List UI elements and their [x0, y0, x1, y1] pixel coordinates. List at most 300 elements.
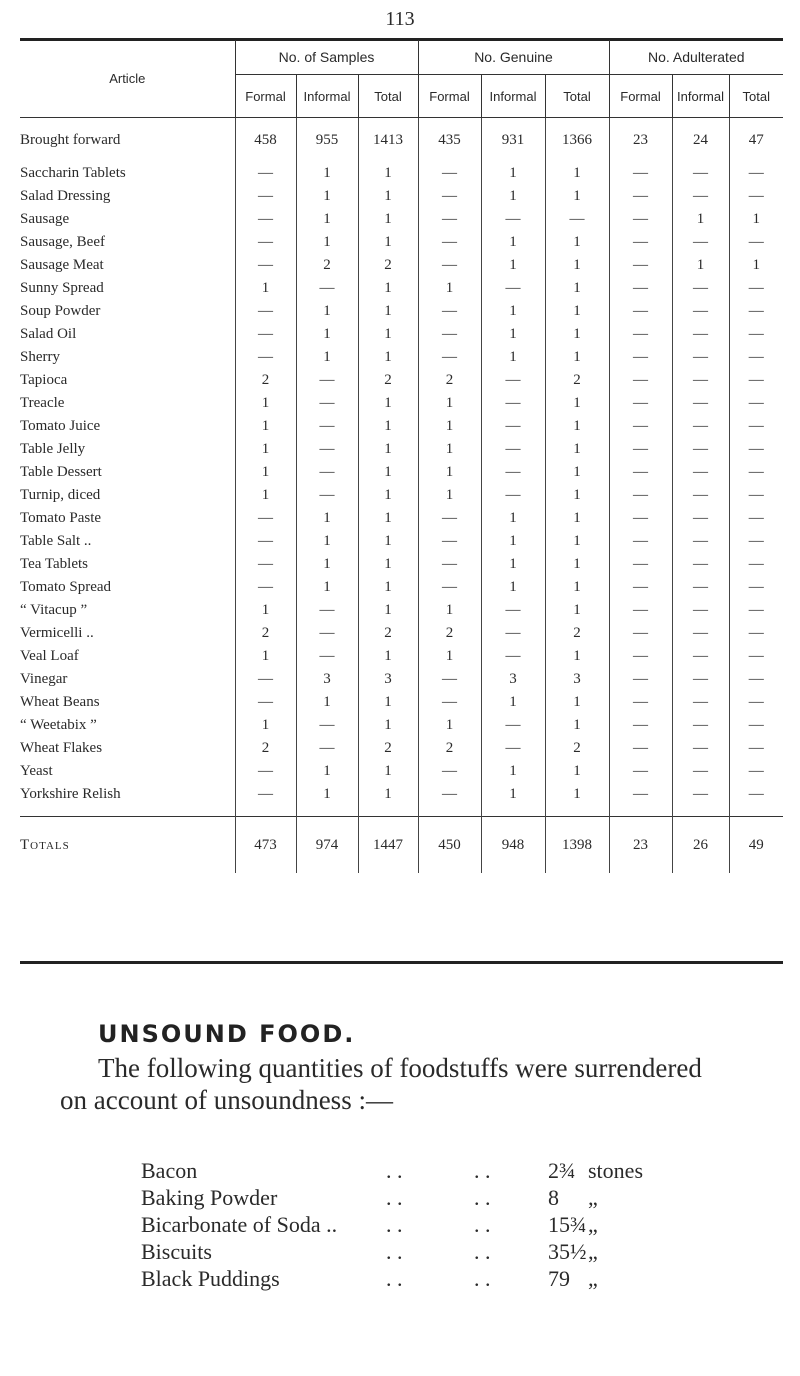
value-cell: — — [481, 277, 545, 300]
leader-dots: . . — [386, 1212, 403, 1237]
value-cell: — — [609, 277, 672, 300]
value-cell: 1 — [481, 185, 545, 208]
value-cell: — — [729, 461, 783, 484]
value-cell: — — [609, 737, 672, 760]
value-cell: 1 — [296, 576, 358, 599]
value-cell: 1 — [481, 231, 545, 254]
value-cell: — — [296, 599, 358, 622]
leader-dots: . . — [386, 1158, 403, 1183]
value-cell: — — [729, 553, 783, 576]
value-cell: — — [418, 691, 481, 714]
table-row — [20, 553, 783, 576]
value-cell: 26 — [672, 817, 729, 874]
value-cell: — — [481, 737, 545, 760]
value-cell: — — [672, 185, 729, 208]
value-cell: — — [672, 576, 729, 599]
value-cell: 1366 — [545, 118, 609, 163]
table-row — [20, 461, 783, 484]
value-cell: — — [481, 208, 545, 231]
value-cell: — — [672, 300, 729, 323]
unsound-food-heading: UNSOUND FOOD. — [98, 1020, 356, 1048]
value-cell: 1 — [418, 415, 481, 438]
value-cell: — — [235, 760, 296, 783]
value-cell: — — [729, 576, 783, 599]
totals-row — [20, 817, 783, 874]
item-unit: „ — [588, 1185, 598, 1210]
value-cell: 3 — [358, 668, 418, 691]
table-row — [20, 369, 783, 392]
table-row — [20, 323, 783, 346]
value-cell: 1 — [358, 599, 418, 622]
value-cell: 47 — [729, 118, 783, 163]
value-cell: 1 — [481, 300, 545, 323]
value-cell: 23 — [609, 118, 672, 163]
value-cell: 1 — [358, 231, 418, 254]
leader-dots: . . — [474, 1185, 491, 1210]
value-cell: — — [729, 760, 783, 783]
value-cell: 1 — [235, 392, 296, 415]
value-cell: — — [729, 737, 783, 760]
value-cell: 1 — [296, 760, 358, 783]
value-cell: — — [481, 415, 545, 438]
article-cell: Soup Powder — [20, 303, 101, 319]
value-cell: — — [296, 622, 358, 645]
value-cell: — — [609, 300, 672, 323]
value-cell: 1 — [481, 162, 545, 185]
value-cell: — — [729, 300, 783, 323]
brought-forward-row — [20, 118, 783, 163]
leader-dots: . . — [474, 1212, 491, 1237]
value-cell: 1 — [296, 231, 358, 254]
table-row — [20, 208, 783, 231]
article-cell: Yorkshire Relish — [20, 786, 121, 802]
value-cell: — — [609, 645, 672, 668]
item-quantity: 2¾ — [548, 1158, 576, 1183]
value-cell: — — [296, 392, 358, 415]
value-cell: 1 — [545, 461, 609, 484]
value-cell: — — [609, 369, 672, 392]
value-cell: — — [481, 622, 545, 645]
paragraph-line-1: The following quantities of foodstuffs were surrendered — [98, 1053, 702, 1083]
value-cell: — — [296, 415, 358, 438]
value-cell: — — [481, 645, 545, 668]
value-cell: — — [672, 162, 729, 185]
article-cell: Sausage, Beef — [20, 234, 105, 250]
value-cell: — — [296, 438, 358, 461]
table-row — [20, 507, 783, 530]
value-cell: 458 — [235, 118, 296, 163]
value-cell: 1 — [672, 208, 729, 231]
value-cell: — — [609, 392, 672, 415]
article-cell: Brought forward — [20, 131, 121, 148]
value-cell: — — [296, 484, 358, 507]
samples-table — [20, 40, 783, 873]
value-cell: 2 — [418, 369, 481, 392]
value-cell: — — [481, 369, 545, 392]
value-cell: — — [235, 254, 296, 277]
value-cell: 974 — [296, 817, 358, 874]
subheader-informal: Informal — [296, 75, 358, 118]
paragraph-line-2: on account of unsoundness :— — [60, 1085, 393, 1115]
value-cell: 1 — [358, 553, 418, 576]
value-cell: 1 — [545, 277, 609, 300]
leader-dots: . . — [386, 1266, 403, 1291]
value-cell: 1 — [418, 392, 481, 415]
value-cell: 1 — [418, 461, 481, 484]
value-cell: — — [729, 691, 783, 714]
value-cell: — — [609, 530, 672, 553]
value-cell: 1 — [358, 645, 418, 668]
item-name: Baking Powder — [141, 1185, 278, 1210]
value-cell: — — [729, 783, 783, 806]
value-cell: 1 — [358, 277, 418, 300]
article-cell: Table Salt .. — [20, 533, 92, 549]
value-cell: 2 — [358, 369, 418, 392]
value-cell: 2 — [545, 622, 609, 645]
value-cell: 2 — [418, 622, 481, 645]
article-cell: Salad Dressing — [20, 188, 111, 204]
value-cell: — — [609, 622, 672, 645]
value-cell: 2 — [235, 622, 296, 645]
value-cell: — — [418, 254, 481, 277]
table-row — [20, 346, 783, 369]
value-cell: — — [235, 553, 296, 576]
value-cell: 1 — [729, 208, 783, 231]
value-cell: — — [609, 185, 672, 208]
value-cell: — — [672, 369, 729, 392]
value-cell: — — [235, 507, 296, 530]
article-cell: Sausage Meat — [20, 257, 104, 273]
leader-dots: . . — [474, 1266, 491, 1291]
value-cell: — — [609, 162, 672, 185]
value-cell: 1 — [481, 530, 545, 553]
group-header-samples: No. of Samples — [235, 40, 418, 75]
article-cell: “ Vitacup ” — [20, 602, 88, 618]
value-cell: — — [672, 461, 729, 484]
value-cell: — — [729, 530, 783, 553]
value-cell: 1 — [358, 530, 418, 553]
value-cell: 1 — [235, 415, 296, 438]
table-row — [20, 415, 783, 438]
subheader-total: Total — [358, 75, 418, 118]
value-cell: — — [418, 346, 481, 369]
value-cell: — — [296, 461, 358, 484]
value-cell: — — [418, 208, 481, 231]
article-cell: Wheat Flakes — [20, 740, 103, 756]
value-cell: 1 — [358, 208, 418, 231]
item-unit: „ — [588, 1239, 598, 1264]
subheader-formal: Formal — [235, 75, 296, 118]
value-cell: 1 — [545, 530, 609, 553]
value-cell: — — [609, 438, 672, 461]
value-cell: — — [609, 415, 672, 438]
subheader-informal: Informal — [481, 75, 545, 118]
value-cell: — — [672, 231, 729, 254]
value-cell: 1 — [235, 461, 296, 484]
value-cell: 1 — [235, 714, 296, 737]
table-row — [20, 783, 783, 806]
value-cell: — — [609, 714, 672, 737]
value-cell: — — [235, 576, 296, 599]
value-cell: — — [545, 208, 609, 231]
group-header-adulterated: No. Adulterated — [609, 40, 783, 75]
value-cell: — — [481, 461, 545, 484]
value-cell: — — [729, 484, 783, 507]
value-cell: — — [235, 162, 296, 185]
article-cell: Vinegar — [20, 671, 68, 687]
value-cell: 1 — [418, 599, 481, 622]
value-cell: — — [609, 668, 672, 691]
value-cell: 1 — [296, 162, 358, 185]
value-cell: 1 — [358, 300, 418, 323]
value-cell: — — [235, 530, 296, 553]
value-cell: 1 — [358, 714, 418, 737]
value-cell: 1 — [358, 691, 418, 714]
value-cell: 1 — [296, 783, 358, 806]
page-number: 113 — [385, 8, 415, 30]
article-cell: Table Dessert — [20, 464, 102, 480]
value-cell: 1 — [358, 461, 418, 484]
value-cell: 1 — [481, 760, 545, 783]
value-cell: 1 — [729, 254, 783, 277]
value-cell: 948 — [481, 817, 545, 874]
value-cell: — — [481, 392, 545, 415]
table-row — [20, 760, 783, 783]
subheader-formal: Formal — [609, 75, 672, 118]
value-cell: — — [609, 783, 672, 806]
table-row — [20, 530, 783, 553]
value-cell: — — [609, 231, 672, 254]
value-cell: — — [609, 599, 672, 622]
value-cell: 1 — [545, 576, 609, 599]
table-row — [20, 185, 783, 208]
value-cell: 1 — [545, 760, 609, 783]
article-header: Article — [20, 40, 235, 118]
value-cell: 1 — [358, 392, 418, 415]
article-cell: Tea Tablets — [20, 556, 89, 572]
item-name: Bacon — [141, 1158, 198, 1183]
table-row — [20, 622, 783, 645]
value-cell: 1 — [545, 484, 609, 507]
value-cell: — — [672, 438, 729, 461]
value-cell: 473 — [235, 817, 296, 874]
value-cell: — — [729, 277, 783, 300]
value-cell: — — [481, 484, 545, 507]
value-cell: — — [729, 714, 783, 737]
value-cell: — — [729, 369, 783, 392]
value-cell: 1 — [358, 760, 418, 783]
table-row — [20, 645, 783, 668]
value-cell: — — [609, 507, 672, 530]
unsound-item — [141, 1212, 701, 1239]
article-cell: Totals — [20, 817, 235, 874]
leader-dots: . . — [474, 1239, 491, 1264]
value-cell: — — [418, 668, 481, 691]
value-cell: — — [235, 783, 296, 806]
value-cell: — — [235, 300, 296, 323]
value-cell: — — [729, 415, 783, 438]
value-cell: — — [235, 346, 296, 369]
value-cell: 1 — [481, 691, 545, 714]
value-cell: 1 — [545, 553, 609, 576]
value-cell: 1 — [358, 484, 418, 507]
value-cell: 1 — [235, 599, 296, 622]
value-cell: — — [609, 461, 672, 484]
value-cell: — — [296, 714, 358, 737]
value-cell: — — [481, 714, 545, 737]
value-cell: — — [729, 323, 783, 346]
value-cell: 1 — [358, 507, 418, 530]
value-cell: 1 — [418, 277, 481, 300]
value-cell: 2 — [358, 254, 418, 277]
article-cell: Tomato Juice — [20, 418, 101, 434]
value-cell: 1 — [296, 346, 358, 369]
value-cell: — — [418, 300, 481, 323]
group-header-genuine: No. Genuine — [418, 40, 609, 75]
value-cell: 2 — [296, 254, 358, 277]
value-cell: — — [672, 645, 729, 668]
unsound-item — [141, 1239, 701, 1266]
value-cell: 450 — [418, 817, 481, 874]
table-row — [20, 668, 783, 691]
value-cell: 435 — [418, 118, 481, 163]
value-cell: — — [609, 576, 672, 599]
value-cell: — — [672, 415, 729, 438]
table-row — [20, 438, 783, 461]
value-cell: 1 — [358, 438, 418, 461]
item-name: Black Puddings — [141, 1266, 280, 1291]
article-cell: Tomato Paste — [20, 510, 102, 526]
value-cell: — — [672, 599, 729, 622]
value-cell: 1 — [672, 254, 729, 277]
value-cell: 1 — [296, 553, 358, 576]
value-cell: 1 — [358, 415, 418, 438]
value-cell: — — [296, 737, 358, 760]
value-cell: 3 — [296, 668, 358, 691]
value-cell: 2 — [235, 737, 296, 760]
unsound-item — [141, 1158, 701, 1185]
value-cell: 1 — [481, 254, 545, 277]
value-cell: — — [418, 760, 481, 783]
value-cell: — — [418, 530, 481, 553]
value-cell: — — [672, 760, 729, 783]
value-cell: 1 — [235, 277, 296, 300]
value-cell: 1 — [481, 553, 545, 576]
value-cell: — — [729, 599, 783, 622]
value-cell: 1 — [296, 208, 358, 231]
value-cell: 1 — [296, 300, 358, 323]
subheader-total: Total — [545, 75, 609, 118]
item-name: Bicarbonate of Soda .. — [141, 1212, 338, 1237]
value-cell: 1 — [235, 484, 296, 507]
value-cell: 1 — [545, 346, 609, 369]
article-cell: Salad Oil — [20, 326, 77, 342]
unsound-item — [141, 1266, 701, 1293]
value-cell: — — [609, 691, 672, 714]
article-cell: Table Jelly — [20, 441, 86, 457]
leader-dots: . . — [386, 1239, 403, 1264]
value-cell: — — [609, 760, 672, 783]
value-cell: — — [235, 208, 296, 231]
value-cell: 1 — [545, 438, 609, 461]
value-cell: 1 — [481, 507, 545, 530]
article-cell: Tomato Spread — [20, 579, 112, 595]
article-cell: Turnip, diced — [20, 487, 101, 503]
spacer-row — [20, 806, 783, 817]
value-cell: — — [418, 783, 481, 806]
value-cell: 1 — [481, 783, 545, 806]
article-cell: Veal Loaf — [20, 648, 79, 664]
value-cell: 955 — [296, 118, 358, 163]
table-row — [20, 392, 783, 415]
value-cell: 1 — [358, 162, 418, 185]
item-quantity: 35½ — [548, 1239, 587, 1264]
value-cell: 3 — [481, 668, 545, 691]
value-cell: — — [609, 346, 672, 369]
value-cell: — — [418, 553, 481, 576]
value-cell: 1 — [545, 415, 609, 438]
subheader-total: Total — [729, 75, 783, 118]
value-cell: — — [609, 254, 672, 277]
subheader-formal: Formal — [418, 75, 481, 118]
table-row — [20, 300, 783, 323]
article-cell: Wheat Beans — [20, 694, 100, 710]
item-unit: stones — [588, 1158, 643, 1183]
value-cell: 2 — [358, 737, 418, 760]
value-cell: 2 — [545, 737, 609, 760]
value-cell: — — [609, 208, 672, 231]
value-cell: 2 — [418, 737, 481, 760]
value-cell: — — [609, 323, 672, 346]
value-cell: — — [672, 392, 729, 415]
table-row — [20, 484, 783, 507]
value-cell: — — [235, 185, 296, 208]
value-cell: 3 — [545, 668, 609, 691]
value-cell: 24 — [672, 118, 729, 163]
value-cell: 1 — [418, 645, 481, 668]
table-row — [20, 737, 783, 760]
value-cell: — — [729, 507, 783, 530]
value-cell: — — [609, 553, 672, 576]
item-unit: „ — [588, 1266, 598, 1291]
article-cell: Sausage — [20, 211, 70, 227]
value-cell: — — [418, 507, 481, 530]
value-cell: 1 — [358, 783, 418, 806]
value-cell: — — [296, 277, 358, 300]
value-cell: — — [418, 576, 481, 599]
value-cell: — — [609, 484, 672, 507]
value-cell: 2 — [545, 369, 609, 392]
item-quantity: 8 — [548, 1185, 559, 1210]
article-cell: Saccharin Tablets — [20, 165, 126, 181]
value-cell: 1 — [545, 599, 609, 622]
value-cell: 1 — [545, 507, 609, 530]
value-cell: — — [235, 231, 296, 254]
value-cell: 1 — [358, 185, 418, 208]
article-cell: Sunny Spread — [20, 280, 104, 296]
value-cell: — — [729, 162, 783, 185]
table-row — [20, 254, 783, 277]
value-cell: 1398 — [545, 817, 609, 874]
value-cell: 1447 — [358, 817, 418, 874]
value-cell: 1 — [545, 714, 609, 737]
value-cell: 1 — [545, 323, 609, 346]
value-cell: — — [481, 599, 545, 622]
value-cell: 1 — [545, 300, 609, 323]
value-cell: 1 — [418, 714, 481, 737]
value-cell: — — [235, 668, 296, 691]
unsound-paragraph — [60, 1052, 750, 1116]
